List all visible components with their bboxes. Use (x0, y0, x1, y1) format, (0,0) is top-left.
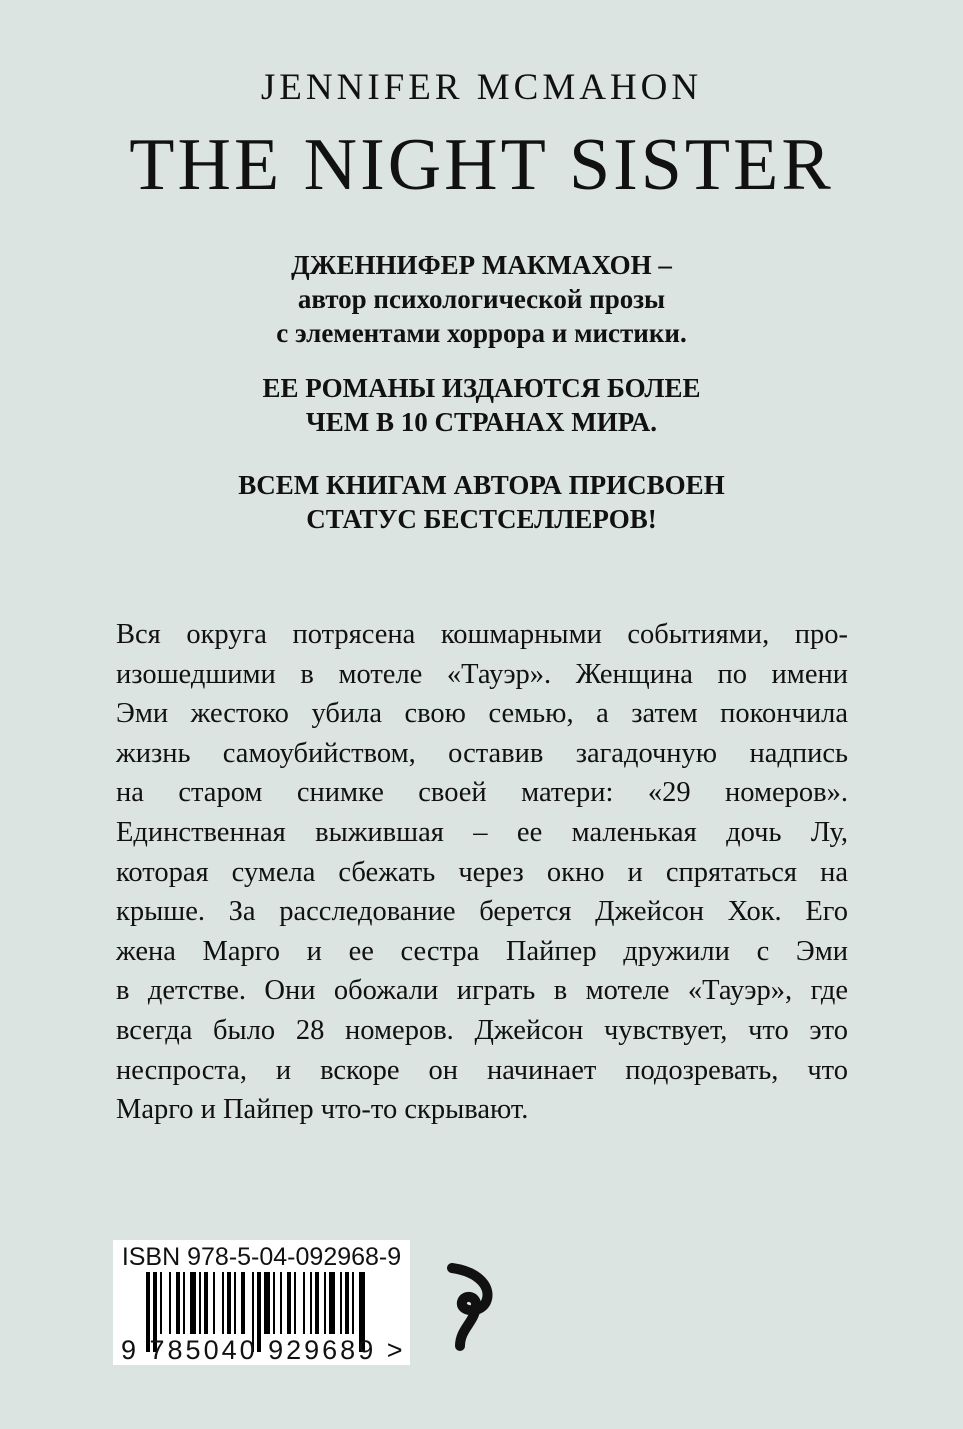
blurb-line: ЕЕ РОМАНЫ ИЗДАЮТСЯ БОЛЕЕ (262, 373, 701, 403)
barcode-bar (227, 1272, 231, 1334)
description (116, 615, 848, 1130)
barcode-bar (273, 1272, 275, 1334)
barcode-bar (352, 1272, 354, 1334)
barcode-bar (183, 1272, 185, 1334)
author-name: JENNIFER MCMAHON (260, 67, 703, 108)
description-line: неспроста, и вскоре он начинает подозревать, что (116, 1054, 848, 1086)
description-line: Марго и Пайпер что-то скрывают. (116, 1094, 529, 1126)
blurb-line: ВСЕМ КНИГАМ АВТОРА ПРИСВОЕН (238, 470, 725, 500)
description-line: всегда было 28 номеров. Джейсон чувствует, что это (116, 1014, 848, 1046)
barcode-bar (160, 1272, 162, 1334)
blurb-line: СТАТУС БЕСТСЕЛЛЕРОВ! (306, 504, 657, 534)
barcode-bar (310, 1272, 312, 1334)
barcode-bar (199, 1272, 201, 1334)
barcode-bar (340, 1272, 342, 1334)
barcode-digits: 9 785040 929689 > (121, 1335, 406, 1365)
blurb-bestsellers (0, 468, 963, 536)
barcode-bar (329, 1272, 335, 1334)
description-line: жена Марго и ее сестра Пайпер дружили с Эми (116, 935, 848, 967)
blurb-line: с элементами хоррора и мистики. (276, 318, 687, 348)
barcode-bar (315, 1272, 319, 1334)
description-line: жизнь самоубийством, оставив загадочную надпись (116, 737, 848, 769)
description-line: в детстве. Они обожали играть в мотеле «Тауэр», где (116, 975, 848, 1007)
barcode-bar (345, 1272, 349, 1334)
barcode-bar (287, 1272, 291, 1334)
blurb-author (0, 248, 963, 350)
barcode-bar (204, 1272, 208, 1334)
barcode-bar (190, 1272, 196, 1334)
barcode-bar (264, 1272, 270, 1334)
barcode-bar (176, 1272, 180, 1334)
book-title: THE NIGHT SISTER (129, 124, 834, 206)
barcode-bar (213, 1272, 215, 1334)
description-line: которая сумела сбежать через окно и спрятаться на (116, 856, 848, 888)
barcode-bar (241, 1272, 245, 1334)
blurb-line: автор психологической прозы (297, 284, 666, 314)
description-line: Эми жестоко убила свою семью, а затем покончила (116, 698, 848, 730)
isbn-label: ISBN 978-5-04-092968-9 (121, 1243, 402, 1271)
description-line: изошедшими в мотеле «Тауэр». Женщина по имени (116, 658, 848, 690)
blurb-countries (0, 371, 963, 439)
isbn-barcode-box (113, 1240, 410, 1365)
publisher-logo-icon (440, 1262, 500, 1352)
barcode-bar (234, 1272, 236, 1334)
description-line: Единственная выжившая – ее маленькая дочь Лу, (116, 816, 848, 848)
barcode-bar (169, 1272, 171, 1334)
description-line: на старом снимке своей матери: «29 номеров». (116, 777, 848, 809)
blurb-line: ДЖЕННИФЕР МАКМАХОН – (291, 250, 672, 280)
barcode-bar (280, 1272, 282, 1334)
barcode-bar (222, 1272, 224, 1334)
barcode-bar (294, 1272, 296, 1334)
barcode-bar (303, 1272, 305, 1334)
barcode-bar (324, 1272, 326, 1334)
description-line: крыше. За расследование берется Джейсон Хок. Его (116, 896, 848, 928)
description-line: Вся округа потрясена кошмарными событиями, про- (116, 619, 848, 650)
blurb-line: ЧЕМ В 10 СТРАНАХ МИРА. (305, 407, 658, 437)
